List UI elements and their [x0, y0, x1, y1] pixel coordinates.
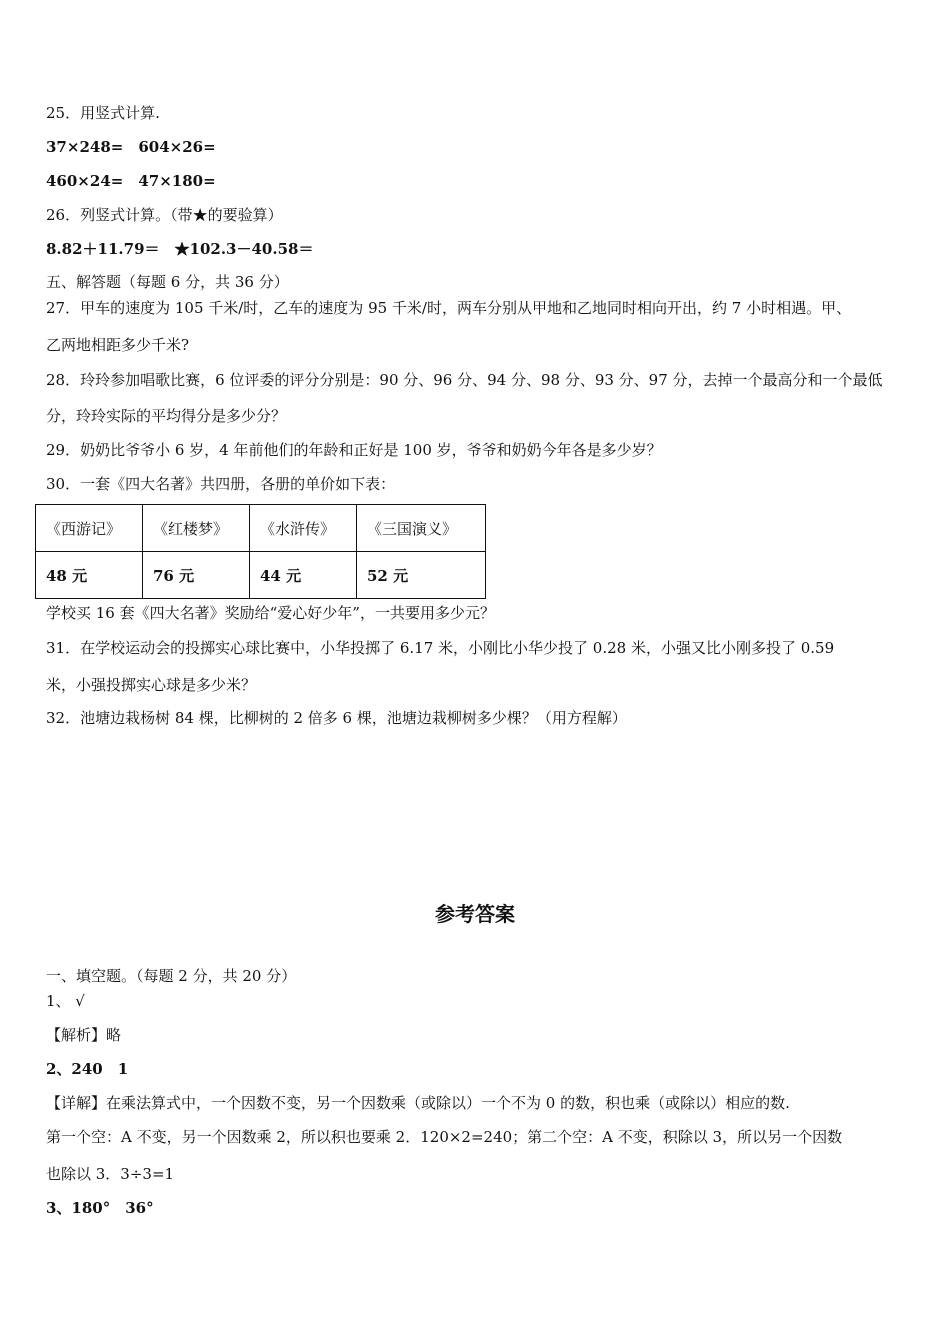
q28-line-1: 28．玲玲参加唱歌比赛，6 位评委的评分分别是：90 分、96 分、94 分、98 分、93 分、97 分，去掉一个最高分和一个最低 — [46, 371, 883, 389]
table-cell-header: 《水浒传》 — [250, 505, 357, 552]
section5-title: 五、解答题（每题 6 分，共 36 分） — [46, 273, 289, 291]
answer-3: 3、180° 36° — [46, 1199, 154, 1217]
table-cell-price: 48 元 — [36, 552, 143, 599]
q30-question: 学校买 16 套《四大名著》奖励给“爱心好少年”，一共要用多少元？ — [46, 604, 495, 622]
answer-2-line-3: 也除以 3．3÷3=1 — [46, 1165, 175, 1183]
table-row — [36, 552, 486, 599]
answers-title: 参考答案 — [435, 902, 515, 926]
table-cell-price: 44 元 — [250, 552, 357, 599]
table-cell-header: 《三国演义》 — [357, 505, 486, 552]
q26-row: 8.82＋11.79＝ ★102.3－40.58＝ — [46, 240, 314, 258]
q25-title: 25．用竖式计算. — [46, 104, 160, 122]
table-cell-price: 76 元 — [143, 552, 250, 599]
answer-2: 2、240 1 — [46, 1060, 129, 1078]
answers-section1-title: 一、填空题。（每题 2 分，共 20 分） — [46, 967, 297, 985]
q27-line-1: 27．甲车的速度为 105 千米/时，乙车的速度为 95 千米/时，两车分别从甲地和乙地同时相向开出，约 7 小时相遇。甲、 — [46, 299, 852, 317]
table-cell-header: 《红楼梦》 — [143, 505, 250, 552]
answer-1: 1、 √ — [46, 992, 85, 1010]
q28-line-2: 分，玲玲实际的平均得分是多少分？ — [46, 407, 287, 425]
price-table — [35, 504, 486, 599]
q32: 32．池塘边栽杨树 84 棵，比柳树的 2 倍多 6 棵，池塘边栽柳树多少棵？（用方程解） — [46, 709, 627, 727]
answer-2-detail: 【详解】在乘法算式中，一个因数不变，另一个因数乘（或除以）一个不为 0 的数，积也乘（或除以）相应的数. — [46, 1094, 790, 1112]
table-row — [36, 505, 486, 552]
q31-line-2: 米，小强投掷实心球是多少米？ — [46, 676, 257, 694]
answer-2-line-2: 第一个空：A 不变，另一个因数乘 2，所以积也要乘 2．120×2=240；第二个空：A 不变，积除以 3，所以另一个因数 — [46, 1128, 843, 1146]
q27-line-2: 乙两地相距多少千米? — [46, 336, 190, 354]
q25-row-1: 37×248= 604×26= — [46, 138, 216, 156]
q29: 29．奶奶比爷爷小 6 岁，4 年前他们的年龄和正好是 100 岁，爷爷和奶奶今年各是多少岁？ — [46, 441, 662, 459]
table-cell-header: 《西游记》 — [36, 505, 143, 552]
q31-line-1: 31．在学校运动会的投掷实心球比赛中，小华投掷了 6.17 米，小刚比小华少投了 0.28 米，小强又比小刚多投了 0.59 — [46, 639, 835, 657]
answer-1-analysis: 【解析】略 — [46, 1026, 122, 1044]
table-cell-price: 52 元 — [357, 552, 486, 599]
q30-title: 30．一套《四大名著》共四册，各册的单价如下表： — [46, 475, 396, 493]
q26-title: 26．列竖式计算。（带★的要验算） — [46, 206, 283, 224]
q25-row-2: 460×24= 47×180= — [46, 172, 216, 190]
